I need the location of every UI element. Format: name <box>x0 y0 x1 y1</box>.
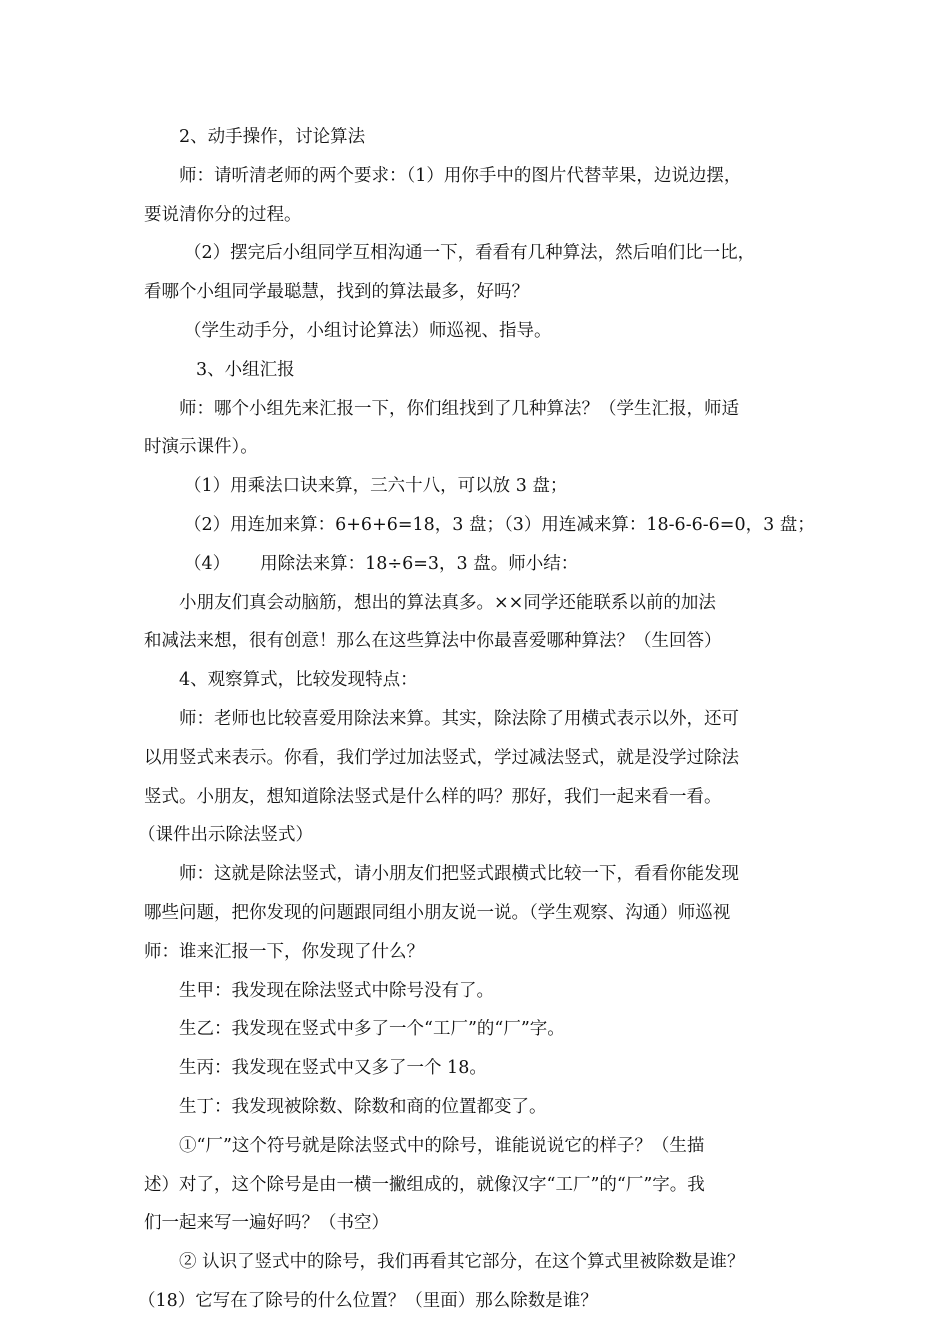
section-heading-report: 3、小组汇报 <box>196 359 295 380</box>
paragraph-line: 师：谁来汇报一下，你发现了什么？ <box>144 941 424 962</box>
document-body <box>138 118 815 1321</box>
section-heading-operate: 2、动手操作，讨论算法 <box>179 127 366 147</box>
student-answer-b: 生乙：我发现在竖式中多了一个“工厂”的“厂”字。 <box>179 1019 565 1040</box>
method-item-2-3: （2）用连加来算：6+6+6=18，3 盘；（3）用连减来算：18-6-6-6=0，3 盘； <box>184 514 815 535</box>
method-item-4-text: 用除法来算：18÷6=3，3 盘。师小结： <box>260 553 579 574</box>
student-answer-d: 生丁：我发现被除数、除数和商的位置都变了。 <box>179 1096 547 1117</box>
section-heading-observe: 4、观察算式，比较发现特点： <box>179 670 418 691</box>
paragraph-line: 看哪个小组同学最聪慧，找到的算法最多，好吗？ <box>144 282 529 303</box>
paragraph-line: 师：哪个小组先来汇报一下，你们组找到了几种算法？（学生汇报，师适 <box>179 398 739 419</box>
paragraph-line: （学生动手分，小组讨论算法）师巡视、指导。 <box>184 320 552 341</box>
paragraph-line: 以用竖式来表示。你看，我们学过加法竖式，学过减法竖式，就是没学过除法 <box>144 747 739 768</box>
method-item-4-number: （4） <box>184 553 231 574</box>
paragraph-line: 小朋友们真会动脑筋，想出的算法真多。××同学还能联系以前的加法 <box>179 592 716 613</box>
paragraph-line: 师：这就是除法竖式，请小朋友们把竖式跟横式比较一下，看看你能发现 <box>179 864 739 885</box>
paragraph-line: 哪些问题，把你发现的问题跟同组小朋友说一说。（学生观察、沟通）师巡视 <box>144 902 731 923</box>
paragraph-line: 师：请听清老师的两个要求：（1）用你手中的图片代替苹果，边说边摆， <box>179 165 742 186</box>
paragraph-line: ② 认识了竖式中的除号，我们再看其它部分，在这个算式里被除数是谁？ <box>179 1252 745 1273</box>
paragraph-line: ①“厂”这个符号就是除法竖式中的除号，谁能说说它的样子？（生描 <box>179 1135 705 1156</box>
paragraph-line: 们一起来写一遍好吗？（书空） <box>144 1213 389 1234</box>
paragraph-line: 师：老师也比较喜爱用除法来算。其实，除法除了用横式表示以外，还可 <box>179 708 739 729</box>
paragraph-line: 时演示课件）。 <box>144 437 258 458</box>
method-item-4 <box>144 545 812 584</box>
paragraph-line: 要说清你分的过程。 <box>144 204 302 225</box>
student-answer-c: 生丙：我发现在竖式中又多了一个 18。 <box>179 1058 487 1079</box>
paragraph-line: （18）它写在了除号的什么位置？（里面）那么除数是谁？ <box>138 1290 598 1311</box>
paragraph-line: （课件出示除法竖式） <box>138 825 313 846</box>
paragraph-line: 竖式。小朋友，想知道除法竖式是什么样的吗？那好，我们一起来看一看。 <box>144 786 722 807</box>
method-item-1: （1）用乘法口诀来算，三六十八，可以放 3 盘； <box>184 476 568 497</box>
paragraph-line: 述）对了，这个除号是由一横一撇组成的，就像汉字“工厂”的“厂”字。我 <box>144 1174 705 1195</box>
paragraph-line: （2）摆完后小组同学互相沟通一下，看看有几种算法，然后咱们比一比， <box>184 243 756 264</box>
paragraph-line: 和减法来想，很有创意！那么在这些算法中你最喜爱哪种算法？（生回答） <box>144 631 722 652</box>
student-answer-a: 生甲：我发现在除法竖式中除号没有了。 <box>179 980 494 1001</box>
